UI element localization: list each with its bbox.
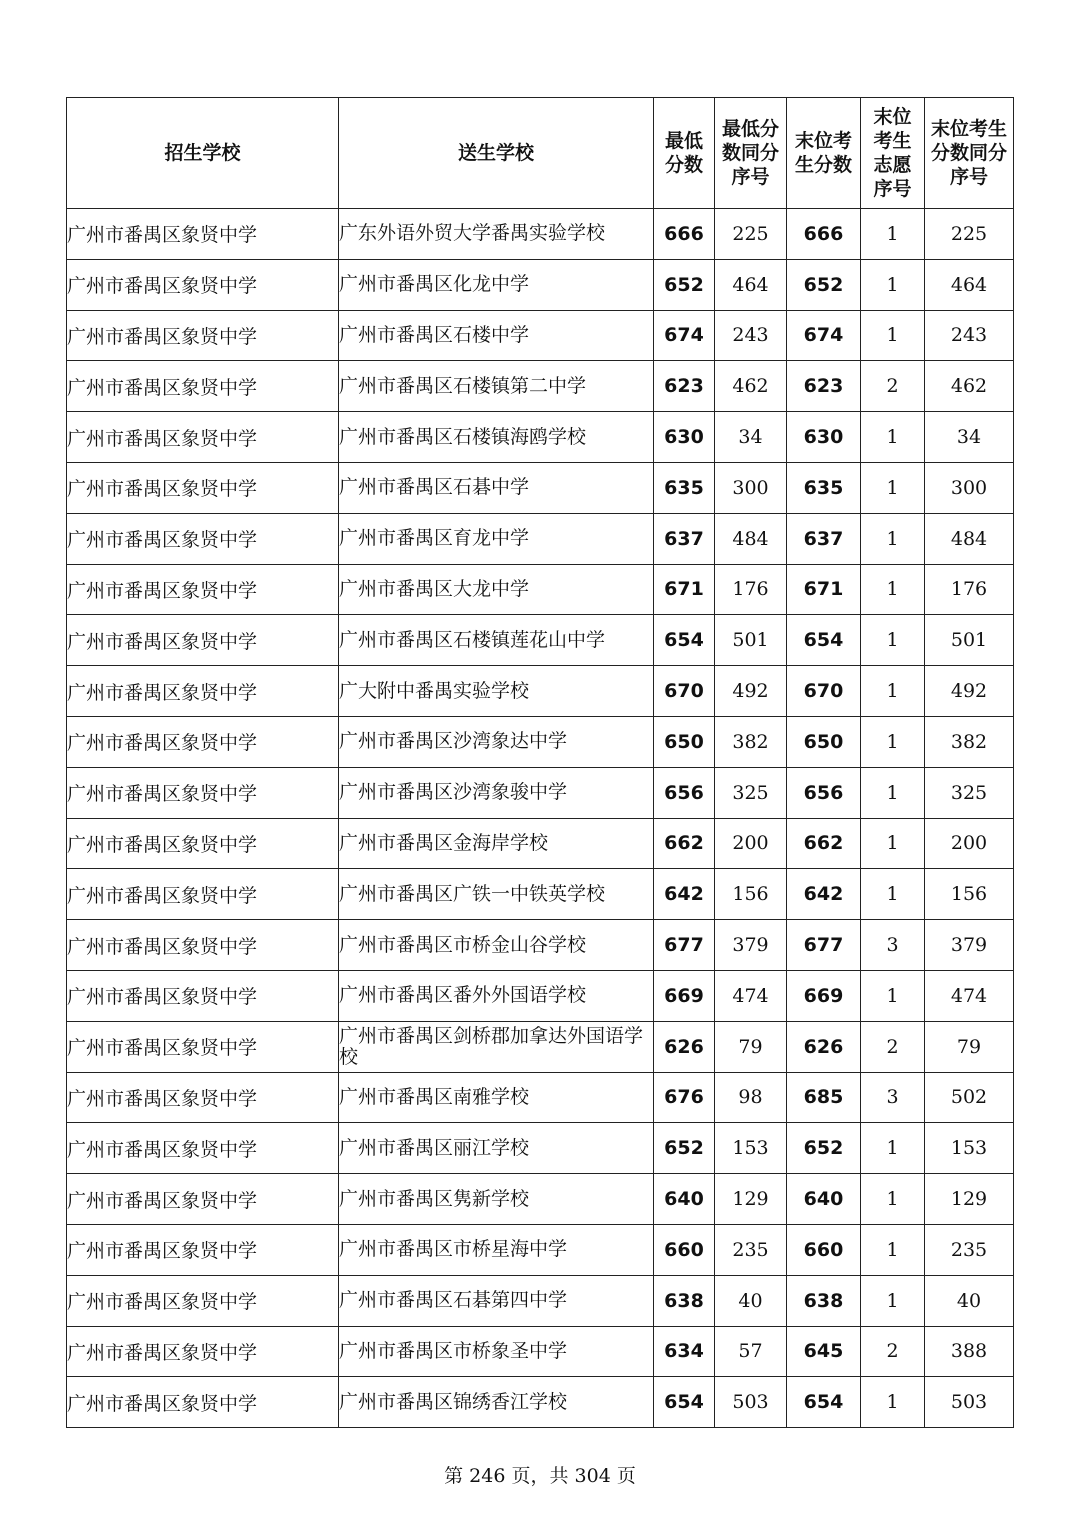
- table-row: [67, 869, 1014, 920]
- last-wish-order-cell: 1: [861, 513, 925, 564]
- last-score-cell: 650: [787, 716, 861, 767]
- admitting-school-cell: 广州市番禺区象贤中学: [67, 259, 339, 310]
- table-row: [67, 259, 1014, 310]
- last-wish-order-cell: 1: [861, 869, 925, 920]
- table-body: [67, 209, 1014, 1428]
- last-score-rank-cell: 300: [925, 462, 1014, 513]
- table-row: [67, 412, 1014, 463]
- min-score-rank-cell: 153: [715, 1123, 787, 1174]
- last-score-cell: 642: [787, 869, 861, 920]
- table-header: [67, 98, 1014, 209]
- table-row: [67, 920, 1014, 971]
- admitting-school-cell: 广州市番禺区象贤中学: [67, 1326, 339, 1377]
- sending-school-cell: 广州市番禺区石楼镇海鸥学校: [339, 412, 654, 463]
- min-score-cell: 654: [654, 1377, 715, 1428]
- last-score-cell: 670: [787, 666, 861, 717]
- admission-table: [66, 97, 1014, 1428]
- min-score-rank-cell: 325: [715, 767, 787, 818]
- min-score-cell: 642: [654, 869, 715, 920]
- table-row: [67, 666, 1014, 717]
- min-score-rank-cell: 57: [715, 1326, 787, 1377]
- last-wish-order-cell: 3: [861, 1072, 925, 1123]
- min-score-cell: 671: [654, 564, 715, 615]
- last-wish-order-cell: 1: [861, 767, 925, 818]
- last-score-cell: 662: [787, 818, 861, 869]
- last-score-cell: 635: [787, 462, 861, 513]
- min-score-rank-cell: 484: [715, 513, 787, 564]
- table-row: [67, 310, 1014, 361]
- min-score-cell: 652: [654, 1123, 715, 1174]
- last-score-cell: 654: [787, 615, 861, 666]
- min-score-cell: 666: [654, 209, 715, 260]
- sending-school-cell: 广州市番禺区沙湾象骏中学: [339, 767, 654, 818]
- admitting-school-cell: 广州市番禺区象贤中学: [67, 1072, 339, 1123]
- min-score-cell: 670: [654, 666, 715, 717]
- header-last-score: 末位考 生分数: [787, 98, 861, 209]
- min-score-rank-cell: 176: [715, 564, 787, 615]
- last-score-cell: 677: [787, 920, 861, 971]
- header-sending-school: 送生学校: [339, 98, 654, 209]
- min-score-rank-cell: 503: [715, 1377, 787, 1428]
- min-score-rank-cell: 34: [715, 412, 787, 463]
- table-row: [67, 716, 1014, 767]
- sending-school-cell: 广州市番禺区石碁中学: [339, 462, 654, 513]
- last-wish-order-cell: 1: [861, 412, 925, 463]
- min-score-cell: 630: [654, 412, 715, 463]
- last-score-rank-cell: 200: [925, 818, 1014, 869]
- min-score-cell: 677: [654, 920, 715, 971]
- table-row: [67, 462, 1014, 513]
- last-wish-order-cell: 1: [861, 209, 925, 260]
- sending-school-cell: 广州市番禺区育龙中学: [339, 513, 654, 564]
- last-wish-order-cell: 1: [861, 716, 925, 767]
- last-score-cell: 623: [787, 361, 861, 412]
- admitting-school-cell: 广州市番禺区象贤中学: [67, 767, 339, 818]
- min-score-rank-cell: 243: [715, 310, 787, 361]
- table-row: [67, 564, 1014, 615]
- admitting-school-cell: 广州市番禺区象贤中学: [67, 361, 339, 412]
- min-score-rank-cell: 462: [715, 361, 787, 412]
- table-row: [67, 1224, 1014, 1275]
- min-score-rank-cell: 129: [715, 1174, 787, 1225]
- last-score-rank-cell: 129: [925, 1174, 1014, 1225]
- last-wish-order-cell: 1: [861, 310, 925, 361]
- last-score-cell: 660: [787, 1224, 861, 1275]
- admitting-school-cell: 广州市番禺区象贤中学: [67, 818, 339, 869]
- last-score-cell: 685: [787, 1072, 861, 1123]
- sending-school-cell: 广州市番禺区丽江学校: [339, 1123, 654, 1174]
- sending-school-cell: 广州市番禺区番外外国语学校: [339, 970, 654, 1021]
- min-score-rank-cell: 98: [715, 1072, 787, 1123]
- last-wish-order-cell: 1: [861, 666, 925, 717]
- admitting-school-cell: 广州市番禺区象贤中学: [67, 462, 339, 513]
- sending-school-cell: 广州市番禺区广铁一中铁英学校: [339, 869, 654, 920]
- admitting-school-cell: 广州市番禺区象贤中学: [67, 209, 339, 260]
- last-score-cell: 652: [787, 1123, 861, 1174]
- last-score-rank-cell: 34: [925, 412, 1014, 463]
- last-score-cell: 626: [787, 1021, 861, 1072]
- min-score-cell: 638: [654, 1275, 715, 1326]
- sending-school-cell: 广州市番禺区石楼镇莲花山中学: [339, 615, 654, 666]
- last-score-cell: 640: [787, 1174, 861, 1225]
- header-row: [67, 98, 1014, 209]
- page-footer: 第 246 页，共 304 页: [444, 1465, 636, 1487]
- table-row: [67, 1021, 1014, 1072]
- last-wish-order-cell: 2: [861, 1326, 925, 1377]
- sending-school-cell: 广州市番禺区剑桥郡加拿达外国语学校: [339, 1021, 654, 1072]
- sending-school-cell: 广州市番禺区市桥金山谷学校: [339, 920, 654, 971]
- header-last-wish-order: 末位 考生 志愿 序号: [861, 98, 925, 209]
- table-row: [67, 1326, 1014, 1377]
- last-score-rank-cell: 156: [925, 869, 1014, 920]
- last-score-rank-cell: 501: [925, 615, 1014, 666]
- admitting-school-cell: 广州市番禺区象贤中学: [67, 1123, 339, 1174]
- last-wish-order-cell: 1: [861, 462, 925, 513]
- sending-school-cell: 广州市番禺区锦绣香江学校: [339, 1377, 654, 1428]
- min-score-cell: 637: [654, 513, 715, 564]
- last-score-rank-cell: 462: [925, 361, 1014, 412]
- sending-school-cell: 广大附中番禺实验学校: [339, 666, 654, 717]
- table-row: [67, 1072, 1014, 1123]
- last-score-rank-cell: 40: [925, 1275, 1014, 1326]
- header-min-score-rank: 最低分 数同分 序号: [715, 98, 787, 209]
- min-score-cell: 623: [654, 361, 715, 412]
- sending-school-cell: 广州市番禺区石碁第四中学: [339, 1275, 654, 1326]
- min-score-rank-cell: 79: [715, 1021, 787, 1072]
- admitting-school-cell: 广州市番禺区象贤中学: [67, 310, 339, 361]
- admitting-school-cell: 广州市番禺区象贤中学: [67, 666, 339, 717]
- last-wish-order-cell: 1: [861, 818, 925, 869]
- admitting-school-cell: 广州市番禺区象贤中学: [67, 513, 339, 564]
- min-score-rank-cell: 474: [715, 970, 787, 1021]
- sending-school-cell: 广东外语外贸大学番禺实验学校: [339, 209, 654, 260]
- last-score-rank-cell: 176: [925, 564, 1014, 615]
- table-row: [67, 1377, 1014, 1428]
- min-score-cell: 654: [654, 615, 715, 666]
- min-score-cell: 656: [654, 767, 715, 818]
- sending-school-cell: 广州市番禺区市桥象圣中学: [339, 1326, 654, 1377]
- table-row: [67, 818, 1014, 869]
- min-score-rank-cell: 379: [715, 920, 787, 971]
- table-row: [67, 970, 1014, 1021]
- min-score-rank-cell: 501: [715, 615, 787, 666]
- last-wish-order-cell: 1: [861, 970, 925, 1021]
- last-score-rank-cell: 464: [925, 259, 1014, 310]
- sending-school-cell: 广州市番禺区南雅学校: [339, 1072, 654, 1123]
- last-score-cell: 654: [787, 1377, 861, 1428]
- min-score-rank-cell: 156: [715, 869, 787, 920]
- last-score-rank-cell: 243: [925, 310, 1014, 361]
- admitting-school-cell: 广州市番禺区象贤中学: [67, 1377, 339, 1428]
- min-score-rank-cell: 235: [715, 1224, 787, 1275]
- min-score-rank-cell: 464: [715, 259, 787, 310]
- last-score-cell: 630: [787, 412, 861, 463]
- header-admitting-school: 招生学校: [67, 98, 339, 209]
- last-score-cell: 652: [787, 259, 861, 310]
- last-score-rank-cell: 379: [925, 920, 1014, 971]
- min-score-cell: 635: [654, 462, 715, 513]
- table-row: [67, 361, 1014, 412]
- table-row: [67, 1174, 1014, 1225]
- header-min-score: 最低 分数: [654, 98, 715, 209]
- table-row: [67, 615, 1014, 666]
- admitting-school-cell: 广州市番禺区象贤中学: [67, 970, 339, 1021]
- last-wish-order-cell: 3: [861, 920, 925, 971]
- last-score-rank-cell: 492: [925, 666, 1014, 717]
- min-score-rank-cell: 40: [715, 1275, 787, 1326]
- admitting-school-cell: 广州市番禺区象贤中学: [67, 412, 339, 463]
- admitting-school-cell: 广州市番禺区象贤中学: [67, 564, 339, 615]
- last-wish-order-cell: 1: [861, 259, 925, 310]
- last-wish-order-cell: 2: [861, 361, 925, 412]
- min-score-cell: 676: [654, 1072, 715, 1123]
- last-score-cell: 669: [787, 970, 861, 1021]
- min-score-rank-cell: 225: [715, 209, 787, 260]
- admitting-school-cell: 广州市番禺区象贤中学: [67, 920, 339, 971]
- sending-school-cell: 广州市番禺区大龙中学: [339, 564, 654, 615]
- last-score-rank-cell: 388: [925, 1326, 1014, 1377]
- last-score-rank-cell: 225: [925, 209, 1014, 260]
- admitting-school-cell: 广州市番禺区象贤中学: [67, 869, 339, 920]
- last-score-rank-cell: 503: [925, 1377, 1014, 1428]
- last-wish-order-cell: 1: [861, 1224, 925, 1275]
- admitting-school-cell: 广州市番禺区象贤中学: [67, 1275, 339, 1326]
- admitting-school-cell: 广州市番禺区象贤中学: [67, 1224, 339, 1275]
- min-score-rank-cell: 492: [715, 666, 787, 717]
- min-score-cell: 626: [654, 1021, 715, 1072]
- min-score-rank-cell: 200: [715, 818, 787, 869]
- min-score-cell: 650: [654, 716, 715, 767]
- min-score-cell: 669: [654, 970, 715, 1021]
- last-score-cell: 674: [787, 310, 861, 361]
- header-last-score-rank: 末位考生 分数同分 序号: [925, 98, 1014, 209]
- min-score-cell: 640: [654, 1174, 715, 1225]
- min-score-cell: 674: [654, 310, 715, 361]
- last-score-rank-cell: 153: [925, 1123, 1014, 1174]
- table-row: [67, 1275, 1014, 1326]
- last-score-rank-cell: 79: [925, 1021, 1014, 1072]
- sending-school-cell: 广州市番禺区石楼中学: [339, 310, 654, 361]
- last-wish-order-cell: 2: [861, 1021, 925, 1072]
- last-score-rank-cell: 484: [925, 513, 1014, 564]
- admitting-school-cell: 广州市番禺区象贤中学: [67, 1174, 339, 1225]
- last-score-rank-cell: 474: [925, 970, 1014, 1021]
- table-row: [67, 513, 1014, 564]
- min-score-rank-cell: 300: [715, 462, 787, 513]
- last-score-cell: 656: [787, 767, 861, 818]
- last-score-rank-cell: 235: [925, 1224, 1014, 1275]
- table-row: [67, 1123, 1014, 1174]
- min-score-cell: 652: [654, 259, 715, 310]
- last-score-cell: 637: [787, 513, 861, 564]
- last-wish-order-cell: 1: [861, 1123, 925, 1174]
- min-score-cell: 634: [654, 1326, 715, 1377]
- last-score-cell: 671: [787, 564, 861, 615]
- last-wish-order-cell: 1: [861, 1275, 925, 1326]
- admitting-school-cell: 广州市番禺区象贤中学: [67, 615, 339, 666]
- last-wish-order-cell: 1: [861, 1174, 925, 1225]
- last-score-cell: 666: [787, 209, 861, 260]
- last-wish-order-cell: 1: [861, 564, 925, 615]
- sending-school-cell: 广州市番禺区沙湾象达中学: [339, 716, 654, 767]
- admitting-school-cell: 广州市番禺区象贤中学: [67, 1021, 339, 1072]
- last-wish-order-cell: 1: [861, 615, 925, 666]
- min-score-cell: 662: [654, 818, 715, 869]
- table-row: [67, 767, 1014, 818]
- table-row: [67, 209, 1014, 260]
- sending-school-cell: 广州市番禺区市桥星海中学: [339, 1224, 654, 1275]
- sending-school-cell: 广州市番禺区隽新学校: [339, 1174, 654, 1225]
- sending-school-cell: 广州市番禺区金海岸学校: [339, 818, 654, 869]
- last-wish-order-cell: 1: [861, 1377, 925, 1428]
- min-score-rank-cell: 382: [715, 716, 787, 767]
- min-score-cell: 660: [654, 1224, 715, 1275]
- last-score-rank-cell: 325: [925, 767, 1014, 818]
- last-score-rank-cell: 502: [925, 1072, 1014, 1123]
- last-score-cell: 638: [787, 1275, 861, 1326]
- sending-school-cell: 广州市番禺区石楼镇第二中学: [339, 361, 654, 412]
- last-score-cell: 645: [787, 1326, 861, 1377]
- sending-school-cell: 广州市番禺区化龙中学: [339, 259, 654, 310]
- last-score-rank-cell: 382: [925, 716, 1014, 767]
- admitting-school-cell: 广州市番禺区象贤中学: [67, 716, 339, 767]
